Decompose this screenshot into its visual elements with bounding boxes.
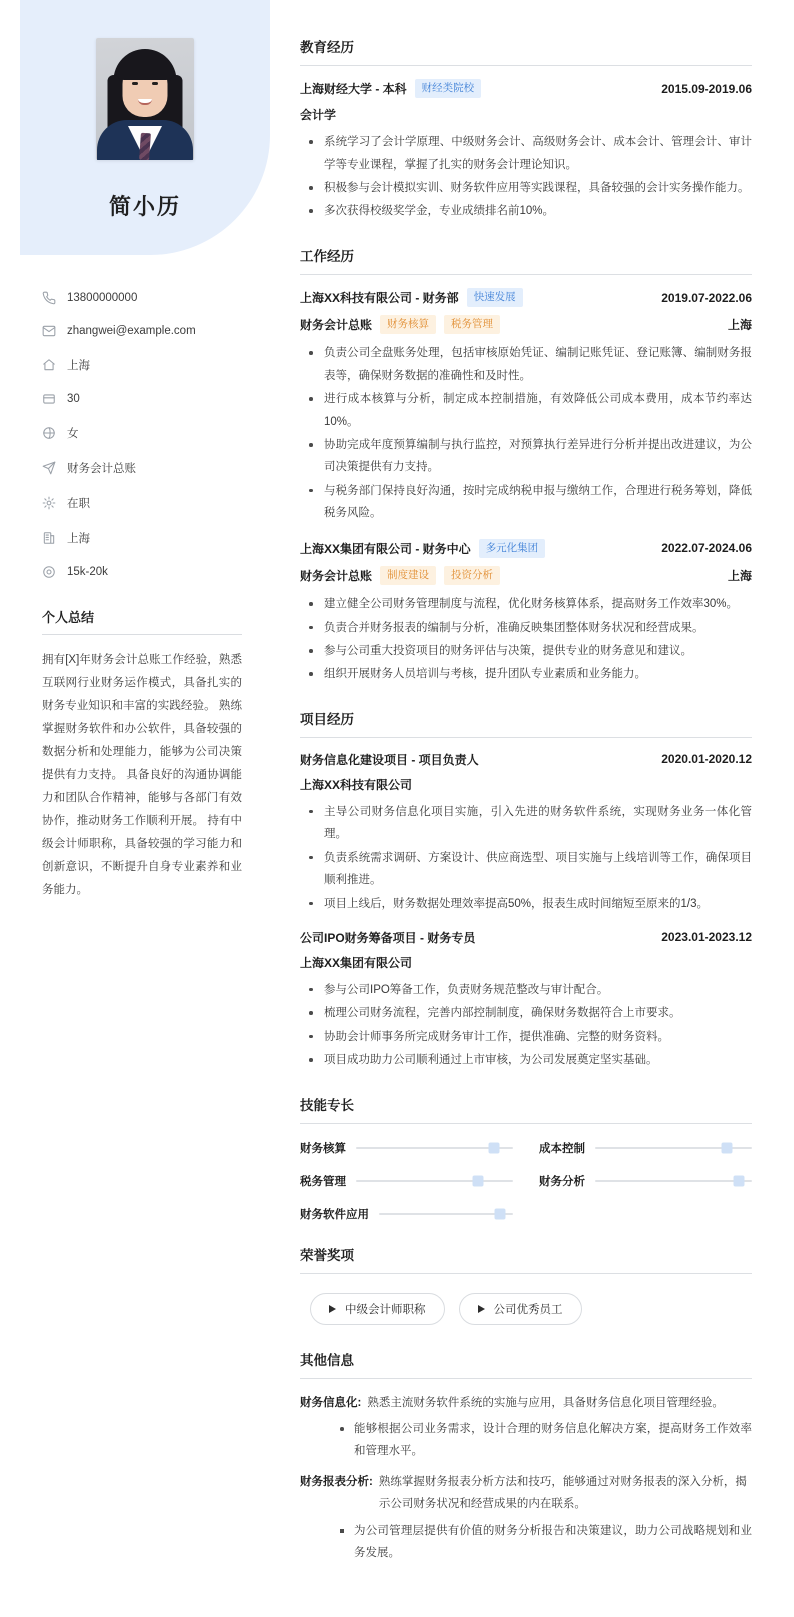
skill-grid — [300, 1137, 752, 1222]
education-section — [300, 36, 752, 223]
skill-slider[interactable] — [595, 1180, 752, 1182]
list-item: 组织开展财务人员培训与考核，提升团队专业素质和业务能力。 — [302, 663, 752, 685]
skill-label: 财务核算 — [300, 1142, 346, 1155]
profile-panel — [20, 0, 270, 255]
list-item: 负责系统需求调研、方案设计、供应商选型、项目实施与上线培训等工作，确保项目顺利推进。 — [302, 847, 752, 892]
slider-handle[interactable] — [494, 1208, 505, 1219]
skill-label: 税务管理 — [300, 1175, 346, 1188]
project-bullets — [302, 801, 752, 915]
skill-slider[interactable] — [595, 1147, 752, 1149]
contact-value: zhangwei@example.com — [67, 325, 196, 337]
work-entry — [300, 288, 752, 525]
summary-section — [42, 607, 242, 902]
building-icon — [42, 531, 56, 545]
role-tag: 财务核算 — [380, 315, 436, 334]
project-name: 财务信息化建设项目 - 项目负责人 — [300, 752, 479, 767]
section-title-other: 其他信息 — [300, 1349, 752, 1379]
company-tag: 多元化集团 — [479, 539, 546, 558]
skill-slider[interactable] — [379, 1213, 513, 1215]
company-tag: 快速发展 — [467, 288, 523, 307]
skills-section — [300, 1094, 752, 1222]
section-title-projects: 项目经历 — [300, 708, 752, 738]
work-date: 2022.07-2024.06 — [661, 541, 752, 556]
skill-slider[interactable] — [356, 1147, 513, 1149]
contact-item-salary — [42, 565, 257, 579]
other-label: 财务报表分析: — [300, 1475, 373, 1488]
company-name: 上海XX科技有限公司 - 财务部 — [300, 291, 459, 306]
other-sub-bullets — [334, 1418, 752, 1463]
list-item: 项目成功助力公司顺利通过上市审核，为公司发展奠定坚实基础。 — [302, 1049, 752, 1071]
list-item: 系统学习了会计学原理、中级财务会计、高级财务会计、成本会计、管理会计、审计学等专业课程，掌握了扎实的财务会计理论知识。 — [302, 131, 752, 176]
list-item: 项目上线后，财务数据处理效率提高50%，报表生成时间缩短至原来的1/3。 — [302, 893, 752, 915]
list-item: 协助完成年度预算编制与执行监控，对预算执行差异进行分析并提出改进建议，为公司决策提供有力支持。 — [302, 434, 752, 479]
target-icon — [42, 565, 56, 579]
list-item: 参与公司IPO筹备工作，负责财务规范整改与审计配合。 — [302, 979, 752, 1001]
list-item: 协助会计师事务所完成财务审计工作，提供准确、完整的财务资料。 — [302, 1026, 752, 1048]
other-info-item — [300, 1392, 752, 1414]
project-date: 2020.01-2020.12 — [661, 752, 752, 767]
section-title-education: 教育经历 — [300, 36, 752, 66]
role-tag: 税务管理 — [444, 315, 500, 334]
contact-item-age — [42, 392, 257, 406]
list-item: 梳理公司财务流程，完善内部控制制度，确保财务数据符合上市要求。 — [302, 1002, 752, 1024]
avatar — [96, 38, 194, 160]
job-role: 财务会计总账 — [300, 569, 373, 584]
slider-handle[interactable] — [721, 1142, 732, 1153]
other-sub-bullets — [334, 1520, 752, 1565]
contact-list — [42, 291, 257, 579]
contact-item-gender — [42, 425, 257, 441]
list-item: 为公司管理层提供有价值的财务分析报告和决策建议，助力公司战略规划和业务发展。 — [334, 1520, 752, 1565]
list-item: 与税务部门保持良好沟通，按时完成纳税申报与缴纳工作，合理进行税务筹划，降低税务风险。 — [302, 480, 752, 525]
contact-item-status — [42, 495, 257, 511]
summary-heading: 个人总结 — [42, 607, 242, 635]
work-bullets — [302, 593, 752, 686]
id-card-icon — [42, 392, 56, 406]
summary-text: 拥有[X]年财务会计总账工作经验，熟悉互联网行业财务运作模式，具备扎实的财务专业知识和丰富的实践经验。 熟练掌握财务软件和办公软件，具备较强的数据分析和处理能力，能够为公司决策提供有力支持。 具备良好的沟通协调能力和团队合作精神，能够与各部门有效协作，推动财务工作顺利开展。 持有中级会计师职称，具备较强的学习能力和创新意识，不断提升自身专业素养和业务能力。 — [42, 654, 242, 896]
other-text: 熟悉主流财务软件系统的实施与应用，具备财务信息化项目管理经验。 — [367, 1396, 724, 1409]
slider-handle[interactable] — [489, 1142, 500, 1153]
contact-item-city — [42, 357, 257, 373]
projects-section — [300, 708, 752, 1072]
slider-handle[interactable] — [734, 1175, 745, 1186]
education-date: 2015.09-2019.06 — [661, 81, 752, 96]
phone-icon — [42, 291, 56, 305]
skill-item — [539, 1173, 752, 1189]
contact-item-phone — [42, 291, 257, 305]
list-item: 建立健全公司财务管理制度与流程，优化财务核算体系，提高财务工作效率30%。 — [302, 593, 752, 615]
home-icon — [42, 358, 56, 372]
role-tag: 投资分析 — [444, 566, 500, 585]
contact-value: 15k-20k — [67, 566, 108, 578]
contact-value: 财务会计总账 — [67, 463, 136, 475]
list-item: 负责公司全盘账务处理，包括审核原始凭证、编制记账凭证、登记账簿、编制财务报表等，确保财务数据的准确性和及时性。 — [302, 342, 752, 387]
work-bullets — [302, 342, 752, 524]
main-content — [290, 0, 794, 1617]
skill-item — [300, 1173, 513, 1189]
skill-item — [300, 1140, 513, 1156]
skill-label: 财务软件应用 — [300, 1208, 369, 1221]
other-text: 熟练掌握财务报表分析方法和技巧，能够通过对财务报表的深入分析，揭示公司财务状况和经营成果的内在联系。 — [378, 1475, 747, 1511]
list-item: 主导公司财务信息化项目实施，引入先进的财务软件系统，实现财务业务一体化管理。 — [302, 801, 752, 846]
skill-item — [539, 1140, 752, 1156]
project-bullets — [302, 979, 752, 1072]
section-title-skills: 技能专长 — [300, 1094, 752, 1124]
project-entry — [300, 929, 752, 1072]
work-entry — [300, 539, 752, 686]
education-entry — [300, 79, 752, 223]
envelope-icon — [42, 324, 56, 338]
section-title-work: 工作经历 — [300, 245, 752, 275]
contact-item-email — [42, 324, 257, 338]
page-title: 简小历 — [108, 194, 181, 219]
play-triangle-icon — [329, 1305, 336, 1313]
work-location: 上海 — [727, 318, 752, 333]
contact-item-position — [42, 460, 257, 476]
project-entry — [300, 751, 752, 915]
honor-badge[interactable] — [459, 1293, 582, 1325]
honor-list — [300, 1287, 752, 1327]
contact-value: 上海 — [67, 360, 90, 372]
project-name: 公司IPO财务筹备项目 - 财务专员 — [300, 930, 476, 945]
list-item: 积极参与会计模拟实训、财务软件应用等实践课程，具备较强的会计实务操作能力。 — [302, 177, 752, 199]
play-triangle-icon — [478, 1305, 485, 1313]
honor-label: 公司优秀员工 — [493, 1303, 563, 1316]
skill-label: 成本控制 — [539, 1142, 585, 1155]
gender-icon — [42, 426, 56, 440]
contact-value: 13800000000 — [67, 292, 138, 304]
honor-badge[interactable] — [310, 1293, 445, 1325]
project-company: 上海XX科技有限公司 — [300, 777, 413, 792]
honor-label: 中级会计师职称 — [345, 1303, 426, 1316]
project-company: 上海XX集团有限公司 — [300, 955, 413, 970]
job-role: 财务会计总账 — [300, 318, 373, 333]
contact-value: 30 — [67, 393, 80, 405]
list-item: 多次获得校级奖学金，专业成绩排名前10%。 — [302, 200, 752, 222]
skill-label: 财务分析 — [539, 1175, 585, 1188]
skill-slider[interactable] — [356, 1180, 513, 1182]
school-tag: 财经类院校 — [415, 79, 482, 98]
work-date: 2019.07-2022.06 — [661, 290, 752, 305]
other-label: 财务信息化: — [300, 1396, 362, 1409]
other-info-section — [300, 1349, 752, 1565]
role-tag: 制度建设 — [380, 566, 436, 585]
slider-handle[interactable] — [473, 1175, 484, 1186]
status-icon — [42, 496, 56, 510]
school-name: 上海财经大学 - 本科 — [300, 82, 407, 97]
work-location: 上海 — [727, 569, 752, 584]
paper-plane-icon — [42, 461, 56, 475]
company-name: 上海XX集团有限公司 - 财务中心 — [300, 541, 471, 556]
project-date: 2023.01-2023.12 — [661, 930, 752, 945]
contact-item-workplace — [42, 530, 257, 546]
contact-value: 上海 — [67, 533, 90, 545]
honors-section — [300, 1244, 752, 1327]
sidebar — [0, 0, 290, 902]
contact-value: 女 — [67, 428, 79, 440]
skill-item — [300, 1206, 513, 1222]
section-title-honors: 荣誉奖项 — [300, 1244, 752, 1274]
contact-value: 在职 — [67, 498, 90, 510]
list-item: 能够根据公司业务需求，设计合理的财务信息化解决方案，提高财务工作效率和管理水平。 — [334, 1418, 752, 1463]
other-info-item — [300, 1471, 752, 1516]
list-item: 进行成本核算与分析，制定成本控制措施，有效降低公司成本费用，成本节约率达10%。 — [302, 388, 752, 433]
list-item: 参与公司重大投资项目的财务评估与决策，提供专业的财务意见和建议。 — [302, 640, 752, 662]
work-section — [300, 245, 752, 686]
list-item: 负责合并财务报表的编制与分析，准确反映集团整体财务状况和经营成果。 — [302, 617, 752, 639]
major-name: 会计学 — [300, 108, 337, 123]
education-bullets — [302, 131, 752, 223]
